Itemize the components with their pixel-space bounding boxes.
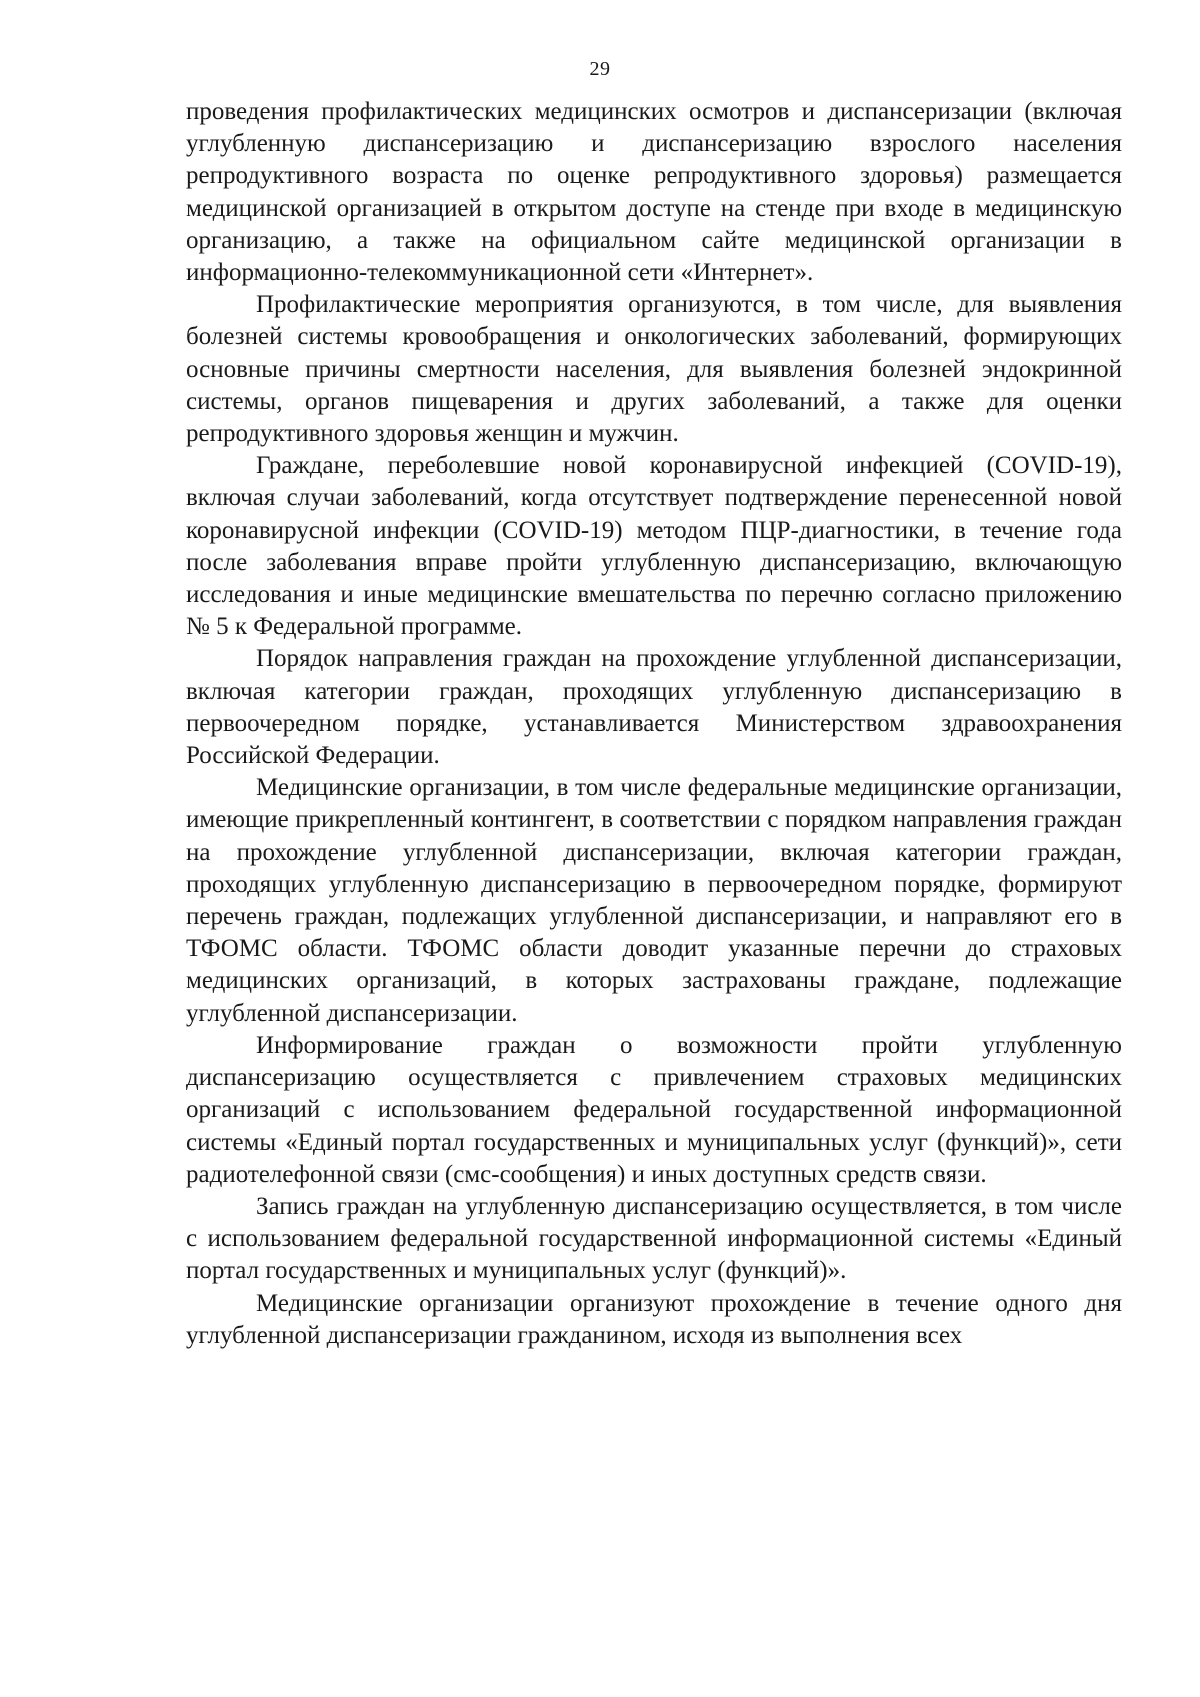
document-body (186, 96, 1122, 1352)
paragraph-5: Медицинские организации, в том числе федеральные медицинские организации, имеющие прикрепленный контингент, в соответствии с порядком направления граждан на прохождение углубленной диспансеризации, включая категории граждан, проходящих углубленную диспансеризацию в первоочередном порядке, формируют перечень граждан, подлежащих углубленной диспансеризации, и направляют его в ТФОМС области. ТФОМС области доводит указанные перечни до страховых медицинских организаций, в которых застрахованы граждане, подлежащие углубленной диспансеризации. (186, 774, 1122, 1027)
paragraph-6: Информирование граждан о возможности пройти углубленную диспансеризацию осуществляется с привлечением страховых медицинских организаций с использованием федеральной государственной информационной системы «Единый портал государственных и муниципальных услуг (функций)», сети радиотелефонной связи (смс-сообщения) и иных доступных средств связи. (186, 1031, 1122, 1188)
page-number: 29 (589, 58, 611, 80)
paragraph-2: Профилактические мероприятия организуются, в том числе, для выявления болезней системы кровообращения и онкологических заболеваний, формирующих основные причины смертности населения, для выявления болезней эндокринной системы, органов пищеварения и других заболеваний, а также для оценки репродуктивного здоровья женщин и мужчин. (186, 291, 1122, 448)
paragraph-3: Граждане, переболевшие новой коронавирусной инфекцией (COVID-19), включая случаи заболеваний, когда отсутствует подтверждение перенесенной новой коронавирусной инфекции (COVID-19) методом ПЦР-диагностики, в течение года после заболевания вправе пройти углубленную диспансеризацию, включающую исследования и иные медицинские вмешательства по перечню согласно приложению № 5 к Федеральной программе. (186, 452, 1122, 641)
paragraph-8: Медицинские организации организуют прохождение в течение одного дня углубленной диспансеризации гражданином, исходя из выполнения всех (186, 1289, 1122, 1349)
paragraph-4: Порядок направления граждан на прохождение углубленной диспансеризации, включая категории граждан, проходящих углубленную диспансеризацию в первоочередном порядке, устанавливается Министерством здравоохранения Российской Федерации. (186, 645, 1122, 770)
paragraph-7: Запись граждан на углубленную диспансеризацию осуществляется, в том числе с использованием федеральной государственной информационной системы «Единый портал государственных и муниципальных услуг (функций)». (186, 1192, 1122, 1285)
paragraph-1: проведения профилактических медицинских осмотров и диспансеризации (включая углубленную диспансеризацию и диспансеризацию взрослого населения репродуктивного возраста по оценке репродуктивного здоровья) размещается медицинской организацией в открытом доступе на стенде при входе в медицинскую организацию, а также на официальном сайте медицинской организации в информационно-телекоммуникационной сети «Интернет». (186, 98, 1122, 287)
